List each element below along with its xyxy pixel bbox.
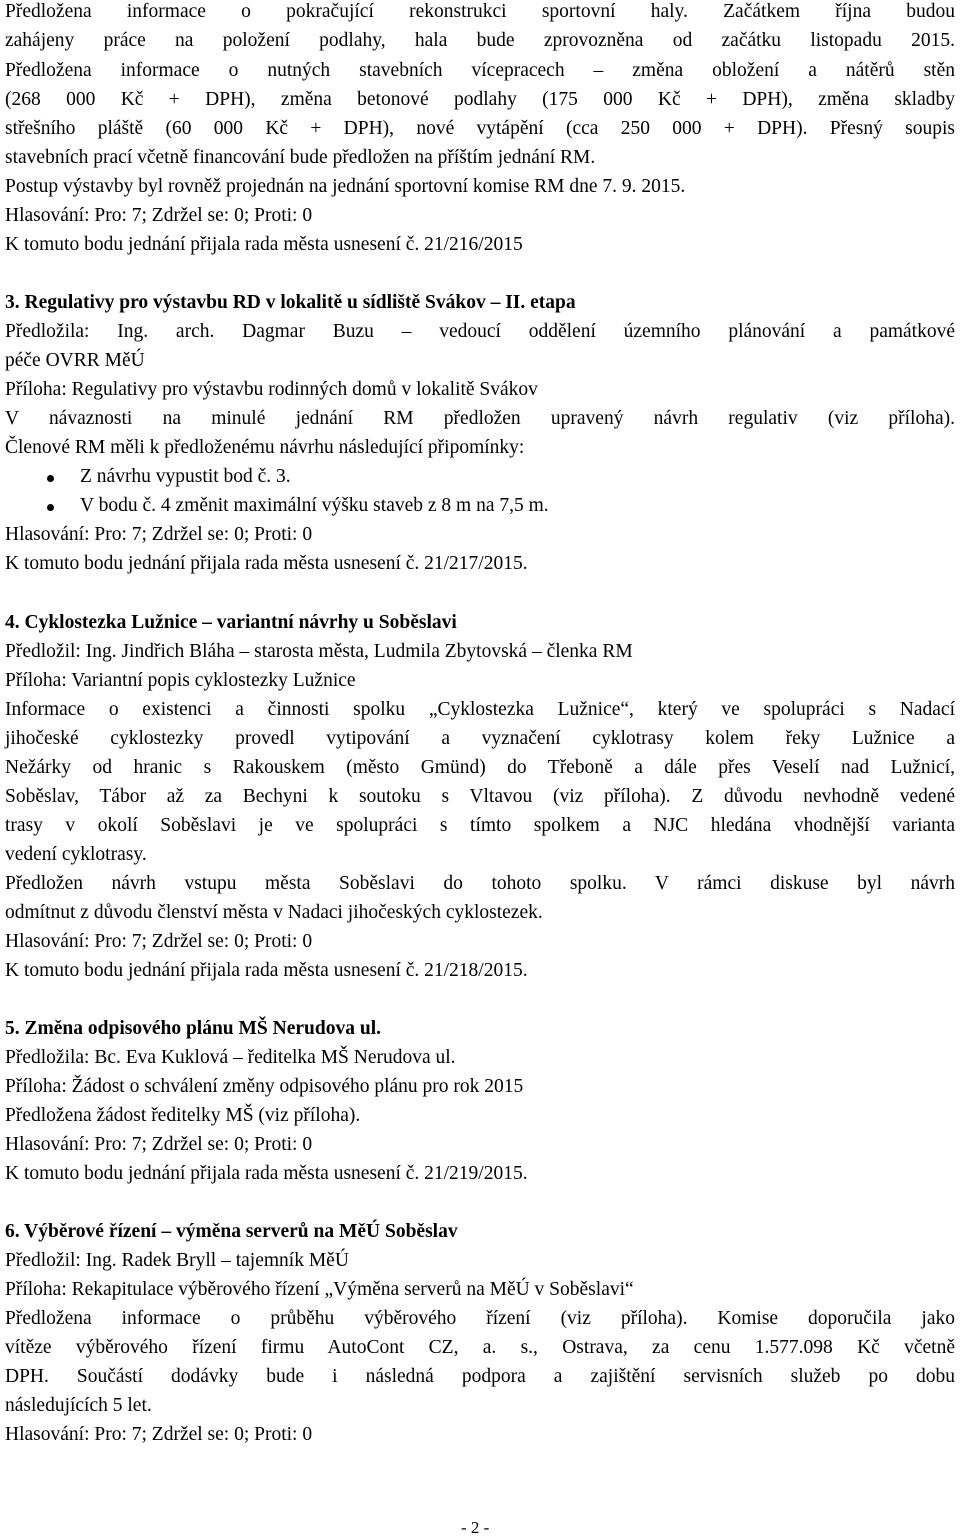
text-line: Předložil: Ing. Radek Bryll – tajemník MěÚ [5,1250,349,1271]
text-line: V návaznosti na minulé jednání RM předložen upravený návrh regulativ (viz příloha). [5,408,955,429]
text-line: Informace o existenci a činnosti spolku „Cyklostezka Lužnice“, který ve spolupráci s Nadací [5,699,955,720]
text-line: Předložena informace o nutných stavebních vícepracech – změna obložení a nátěrů stěn [5,60,955,81]
text-line: Předložila: Ing. arch. Dagmar Buzu – vedoucí oddělení územního plánování a památkové [5,321,955,342]
text-line: jihočeské cyklostezky provedl vytipování a vyznačení cyklotrasy kolem řeky Lužnice a [5,728,955,749]
text-line: Předložena informace o pokračující rekonstrukci sportovní haly. Začátkem října budou [5,1,955,22]
vote-line: Hlasování: Pro: 7; Zdržel se: 0; Proti: 0 [5,931,313,952]
text-line: Soběslav, Tábor až za Bechyni k soutoku s Vltavou (viz příloha). Z důvodu nevhodně vedené [5,786,955,807]
list-item: Z návrhu vypustit bod č. 3. [80,466,291,487]
text-line: Nežárky od hranic s Rakouskem (město Gmünd) do Třeboně a dále přes Veselí nad Lužnicí, [5,757,955,778]
text-line: péče OVRR MěÚ [5,350,145,371]
text-line: Předložen návrh vstupu města Soběslavi do tohoto spolku. V rámci diskuse byl návrh [5,873,955,894]
text-line: Předložila: Bc. Eva Kuklová – ředitelka MŠ Nerudova ul. [5,1047,456,1068]
text-line: střešního pláště (60 000 Kč + DPH), nové vytápění (cca 250 000 + DPH). Přesný soupis [5,118,955,139]
vote-line: Hlasování: Pro: 7; Zdržel se: 0; Proti: 0 [5,205,313,226]
attachment-line: Příloha: Variantní popis cyklostezky Lužnice [5,670,356,691]
text-line: Předložena žádost ředitelky MŠ (viz příloha). [5,1105,361,1126]
resolution-line: K tomuto bodu jednání přijala rada města usnesení č. 21/216/2015 [5,234,523,255]
bullet-icon [47,475,54,482]
resolution-line: K tomuto bodu jednání přijala rada města usnesení č. 21/219/2015. [5,1163,528,1184]
text-line: Předložena informace o průběhu výběrového řízení (viz příloha). Komise doporučila jako [5,1308,955,1329]
attachment-line: Příloha: Regulativy pro výstavbu rodinných domů v lokalitě Svákov [5,379,538,400]
text-line: Postup výstavby byl rovněž projednán na jednání sportovní komise RM dne 7. 9. 2015. [5,176,686,197]
section-heading: 4. Cyklostezka Lužnice – variantní návrhy u Soběslavi [5,612,457,633]
list-item: V bodu č. 4 změnit maximální výšku staveb z 8 m na 7,5 m. [80,495,549,516]
text-line: zahájeny práce na položení podlahy, hala bude zprovozněna od začátku listopadu 2015. [5,30,955,51]
text-line: stavebních prací včetně financování bude předložen na příštím jednání RM. [5,147,596,168]
attachment-line: Příloha: Žádost o schválení změny odpisového plánu pro rok 2015 [5,1076,524,1097]
text-line: vítěze výběrového řízení firmu AutoCont CZ, a. s., Ostrava, za cenu 1.577.098 Kč včetně [5,1337,955,1358]
text-line: Členové RM měli k předloženému návrhu následující připomínky: [5,437,525,458]
text-line: DPH. Součástí dodávky bude i následná podpora a zajištění servisních služeb po dobu [5,1366,955,1387]
vote-line: Hlasování: Pro: 7; Zdržel se: 0; Proti: 0 [5,1134,313,1155]
section-heading: 5. Změna odpisového plánu MŠ Nerudova ul. [5,1018,381,1039]
resolution-line: K tomuto bodu jednání přijala rada města usnesení č. 21/218/2015. [5,960,528,981]
text-line: trasy v okolí Soběslavi je ve spolupráci s tímto spolkem a NJC hledána vhodnější varianta [5,815,955,836]
text-line: vedení cyklotrasy. [5,844,147,865]
text-line: odmítnut z důvodu členství města v Nadaci jihočeských cyklostezek. [5,902,543,923]
section-heading: 3. Regulativy pro výstavbu RD v lokalitě u sídliště Svákov – II. etapa [5,292,576,313]
text-line: (268 000 Kč + DPH), změna betonové podlahy (175 000 Kč + DPH), změna skladby [5,89,955,110]
text-line: Předložil: Ing. Jindřich Bláha – starosta města, Ludmila Zbytovská – členka RM [5,641,633,662]
text-line: následujících 5 let. [5,1395,152,1416]
vote-line: Hlasování: Pro: 7; Zdržel se: 0; Proti: 0 [5,1424,313,1445]
vote-line: Hlasování: Pro: 7; Zdržel se: 0; Proti: 0 [5,524,313,545]
bullet-icon [47,504,54,511]
section-heading: 6. Výběrové řízení – výměna serverů na MěÚ Soběslav [5,1221,458,1242]
page-number: - 2 - [461,1518,490,1537]
resolution-line: K tomuto bodu jednání přijala rada města usnesení č. 21/217/2015. [5,553,528,574]
attachment-line: Příloha: Rekapitulace výběrového řízení „Výměna serverů na MěÚ v Soběslavi“ [5,1279,634,1300]
